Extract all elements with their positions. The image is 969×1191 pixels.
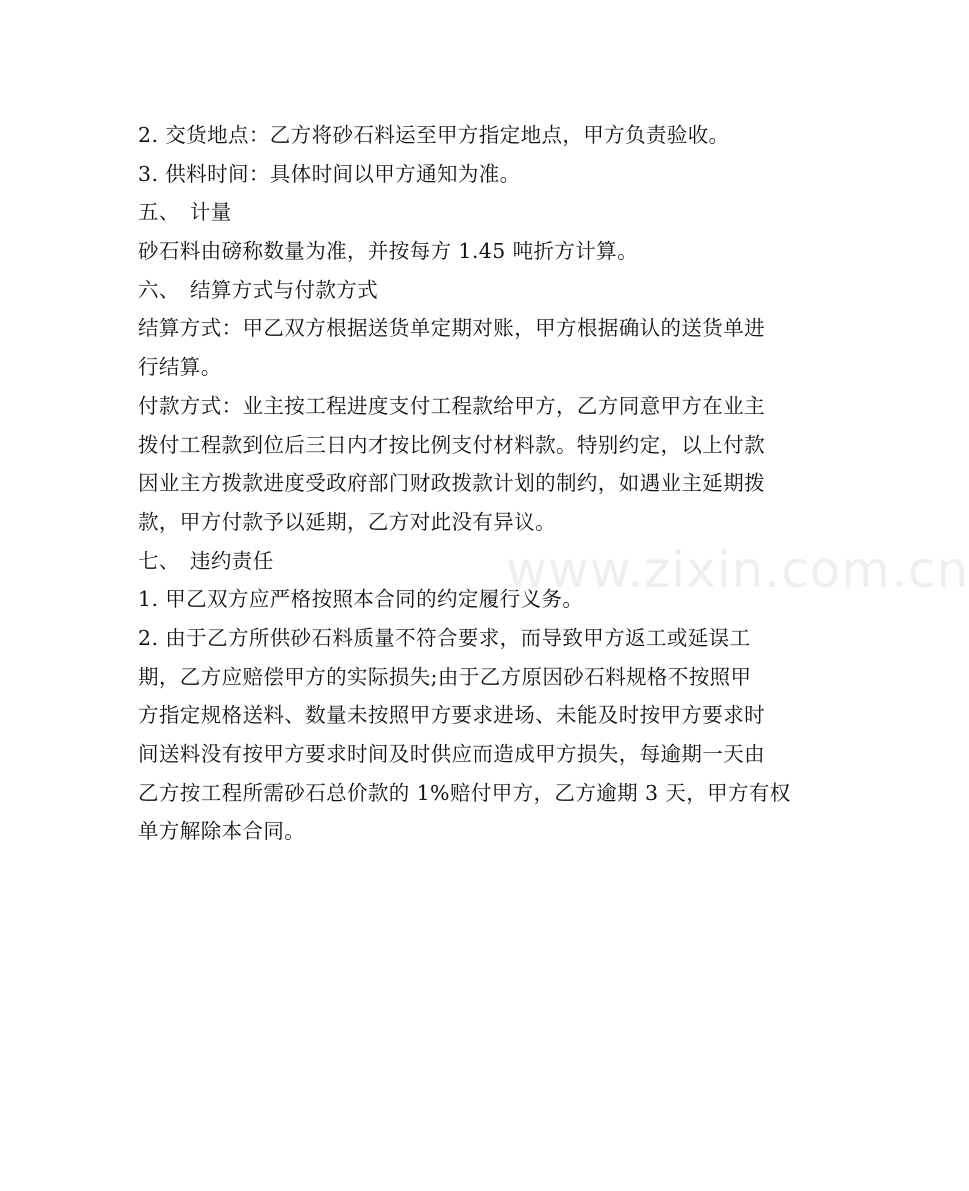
section-number: 五、 (138, 200, 180, 225)
paragraph-measurement: 砂石料由磅称数量为准，并按每方 1.45 吨折方计算。 (138, 239, 638, 264)
section-heading-measurement (138, 193, 788, 232)
paragraph-liability-2-line-5: 乙方按工程所需砂石总价款的 1%赔付甲方，乙方逾期 3 天，甲方有权 (138, 780, 791, 805)
paragraph-liability-2-line-6: 单方解除本合同。 (138, 819, 306, 844)
section-title: 结算方式与付款方式 (190, 277, 379, 302)
section-number: 七、 (138, 548, 180, 573)
section-title: 违约责任 (190, 548, 274, 573)
paragraph-payment-line-3: 因业主方拨款进度受政府部门财政拨款计划的制约，如遇业主延期拨 (138, 471, 765, 496)
document-body (138, 116, 791, 851)
section-number: 六、 (138, 277, 180, 302)
paragraph-delivery-location: 2. 交货地点：乙方将砂石料运至甲方指定地点，甲方负责验收。 (138, 123, 730, 147)
paragraph-liability-1: 1. 甲乙双方应严格按照本合同的约定履行义务。 (138, 587, 584, 612)
paragraph-liability-2-line-2: 期，乙方应赔偿甲方的实际损失;由于乙方原因砂石料规格不按照甲 (138, 664, 752, 689)
section-heading-settlement (138, 271, 788, 310)
paragraph-payment-line-2: 拨付工程款到位后三日内才按比例支付材料款。特别约定，以上付款 (138, 432, 765, 457)
paragraph-supply-time: 3. 供料时间：具体时间以甲方通知为准。 (138, 161, 521, 186)
section-title: 计量 (190, 200, 232, 225)
paragraph-liability-2-line-4: 间送料没有按甲方要求时间及时供应而造成甲方损失，每逾期一天由 (138, 742, 765, 766)
paragraph-payment-line-1: 付款方式：业主按工程进度支付工程款给甲方，乙方同意甲方在业主 (138, 393, 765, 418)
paragraph-settlement-line-2: 行结算。 (138, 355, 222, 380)
watermark: www.zixin.com.cn (506, 541, 969, 599)
paragraph-liability-2-line-3: 方指定规格送料、数量未按照甲方要求进场、未能及时按甲方要求时 (138, 703, 765, 728)
paragraph-liability-2-line-1: 2. 由于乙方所供砂石料质量不符合要求，而导致甲方返工或延误工 (138, 625, 751, 650)
section-heading-liability (138, 542, 788, 581)
paragraph-payment-line-4: 款，甲方付款予以延期，乙方对此没有异议。 (138, 509, 556, 534)
paragraph-settlement-line-1: 结算方式：甲乙双方根据送货单定期对账，甲方根据确认的送货单进 (138, 316, 765, 341)
